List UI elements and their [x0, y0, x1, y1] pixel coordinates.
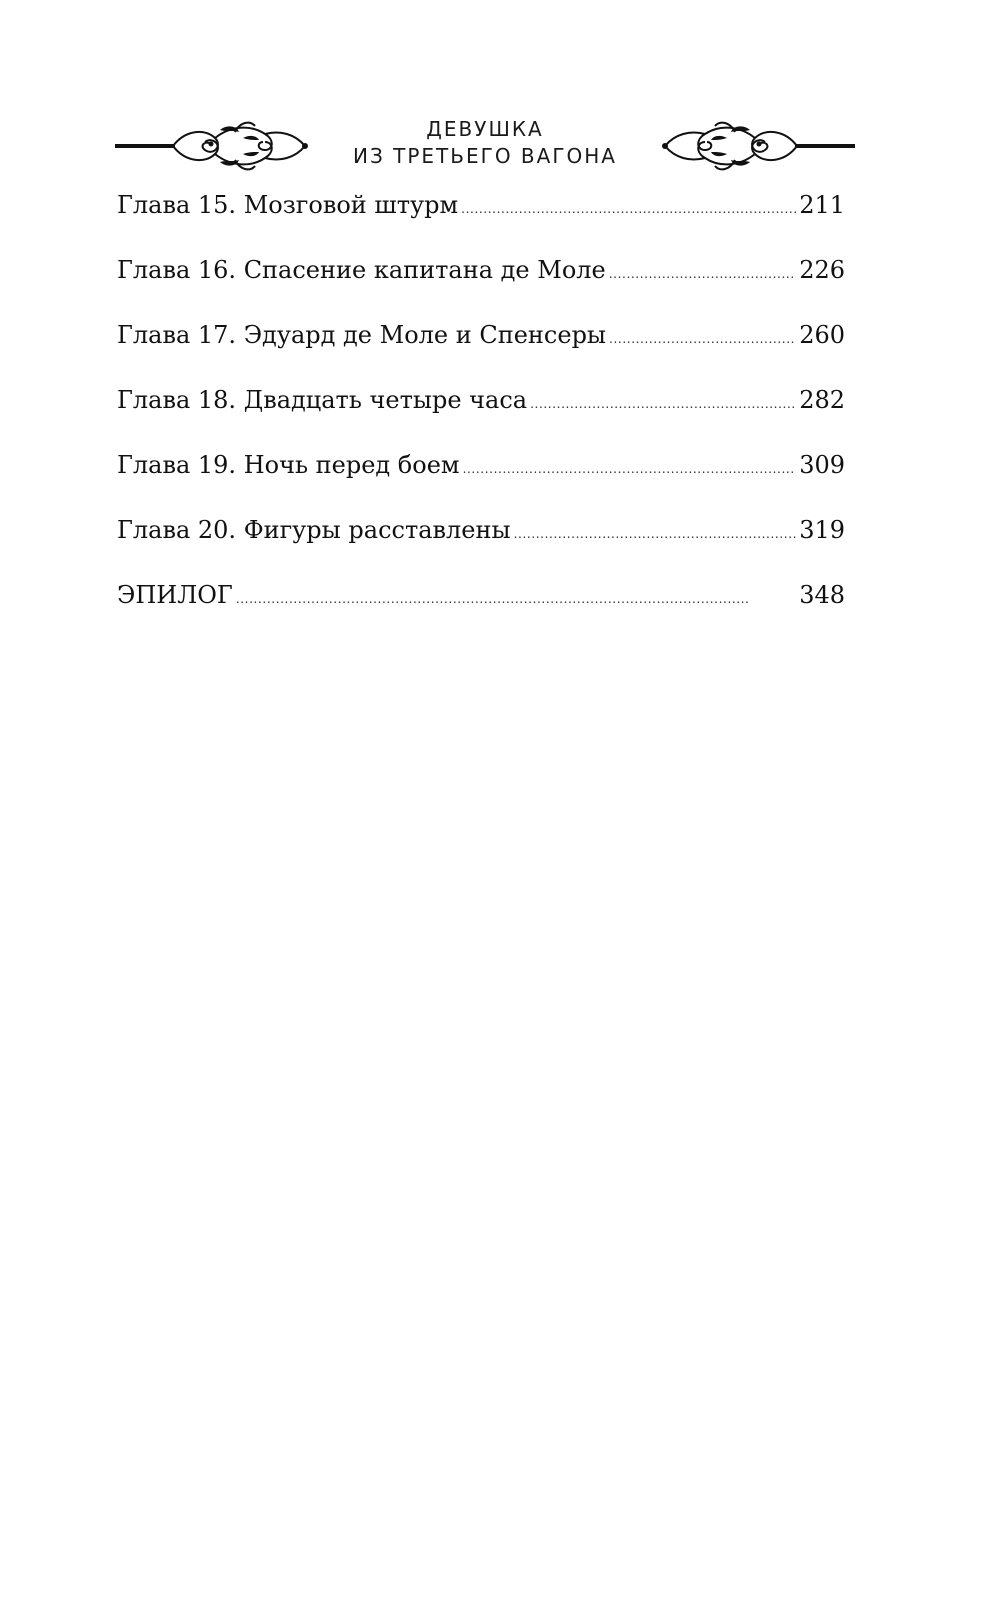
toc-entry-page: 319 [799, 516, 845, 544]
toc-entry [117, 185, 845, 250]
toc-dot-leader [461, 194, 796, 224]
toc-entry-page: 260 [799, 321, 845, 349]
running-header [115, 116, 855, 176]
toc-entry-page: 348 [799, 581, 845, 609]
running-header-title-line1: ДЕВУШКА [426, 117, 544, 141]
running-header-title-line2: ИЗ ТРЕТЬЕГО ВАГОНА [353, 144, 617, 168]
table-of-contents [117, 185, 845, 640]
toc-entry [117, 380, 845, 445]
toc-entry [117, 510, 845, 575]
toc-entry-page: 282 [799, 386, 845, 414]
toc-dot-leader [609, 324, 796, 354]
toc-entry [117, 315, 845, 380]
toc-dot-leader [236, 584, 796, 614]
toc-entry-page: 226 [799, 256, 845, 284]
toc-entry [117, 575, 845, 640]
toc-dot-leader [530, 389, 796, 419]
toc-entry-title: ЭПИЛОГ [117, 581, 233, 609]
toc-entry-title: Глава 19. Ночь перед боем [117, 451, 460, 479]
toc-entry-title: Глава 20. Фигуры расставлены [117, 516, 511, 544]
toc-dot-leader [463, 454, 797, 484]
scroll-flourish-icon [655, 120, 855, 172]
toc-dot-leader [609, 259, 796, 289]
toc-entry-page: 309 [799, 451, 845, 479]
toc-entry-title: Глава 18. Двадцать четыре часа [117, 386, 528, 414]
toc-entry-title: Глава 16. Спасение капитана де Моле [117, 256, 606, 284]
toc-entry-title: Глава 17. Эдуард де Моле и Спенсеры [117, 321, 607, 349]
toc-entry-title: Глава 15. Мозговой штурм [117, 191, 459, 219]
toc-dot-leader [514, 519, 797, 549]
toc-entry [117, 250, 845, 315]
toc-entry-page: 211 [799, 191, 845, 219]
toc-entry [117, 445, 845, 510]
